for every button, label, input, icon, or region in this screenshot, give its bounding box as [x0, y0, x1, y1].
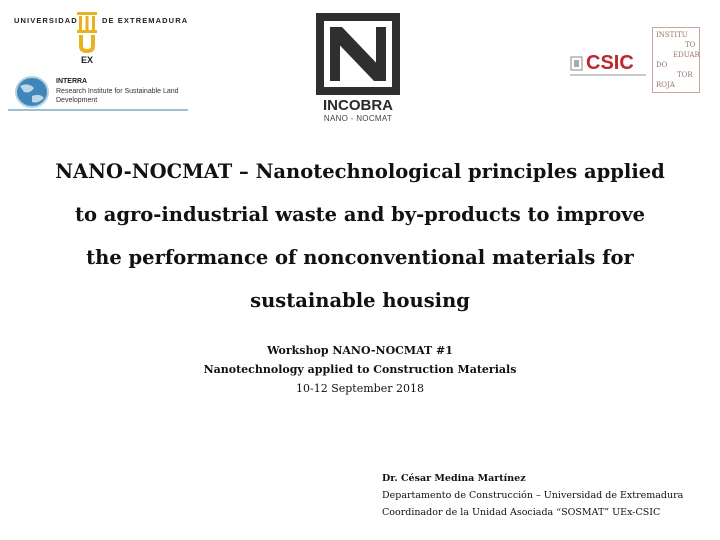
csic-tagline-bar — [570, 74, 646, 76]
interra-name: INTERRA — [56, 78, 88, 85]
interra-divider — [8, 109, 188, 111]
incobra-emblem-icon — [316, 13, 400, 95]
ietcc-line: INSTITU — [656, 31, 688, 39]
interra-globe-icon — [10, 76, 52, 108]
speaker-department: Departamento de Construcción – Universidad de Extremadura — [382, 490, 684, 501]
workshop-topic: Nanotechnology applied to Construction Materials — [203, 363, 517, 376]
incobra-subtitle: NANO - NOCMAT — [323, 114, 393, 123]
presentation-title — [30, 150, 690, 322]
speaker-info — [382, 470, 712, 521]
title-line: to agro-industrial waste and by-products to improve — [74, 203, 646, 226]
uex-emblem-text: EX — [80, 55, 94, 64]
title-line: sustainable housing — [250, 289, 470, 312]
uex-logo-left-text: UNIVERSIDAD — [14, 16, 78, 25]
csic-name: CSIC — [586, 52, 634, 74]
title-line: the performance of nonconventional materials for — [86, 246, 634, 269]
ietcc-line: TOR — [677, 71, 693, 79]
workshop-dates: 10-12 September 2018 — [296, 382, 424, 395]
ietcc-line: EDUAR — [673, 51, 700, 59]
speaker-name: Dr. César Medina Martínez — [382, 473, 526, 484]
uex-logo-right-text: DE EXTREMADURA — [102, 16, 189, 25]
ietcc-line: TO — [685, 41, 696, 49]
uex-logo — [14, 12, 189, 64]
incobra-name: INCOBRA — [323, 97, 393, 114]
ietcc-line: DO — [656, 61, 668, 69]
interra-subtitle: Research Institute for Sustainable Land Development — [56, 88, 179, 104]
ietcc-line: ROJA — [656, 81, 675, 89]
ietcc-logo — [652, 27, 700, 93]
interra-logo — [8, 75, 188, 111]
title-line: NANO-NOCMAT – Nanotechnological principles applied — [55, 160, 665, 183]
csic-crest-icon — [570, 56, 583, 71]
speaker-role: Coordinador de la Unidad Asociada “SOSMAT” UEx-CSIC — [382, 507, 661, 518]
csic-logo — [570, 54, 646, 80]
uex-emblem-icon — [76, 12, 98, 64]
workshop-info — [60, 341, 660, 398]
workshop-name: Workshop NANO-NOCMAT #1 — [267, 344, 453, 357]
incobra-logo — [316, 13, 400, 125]
